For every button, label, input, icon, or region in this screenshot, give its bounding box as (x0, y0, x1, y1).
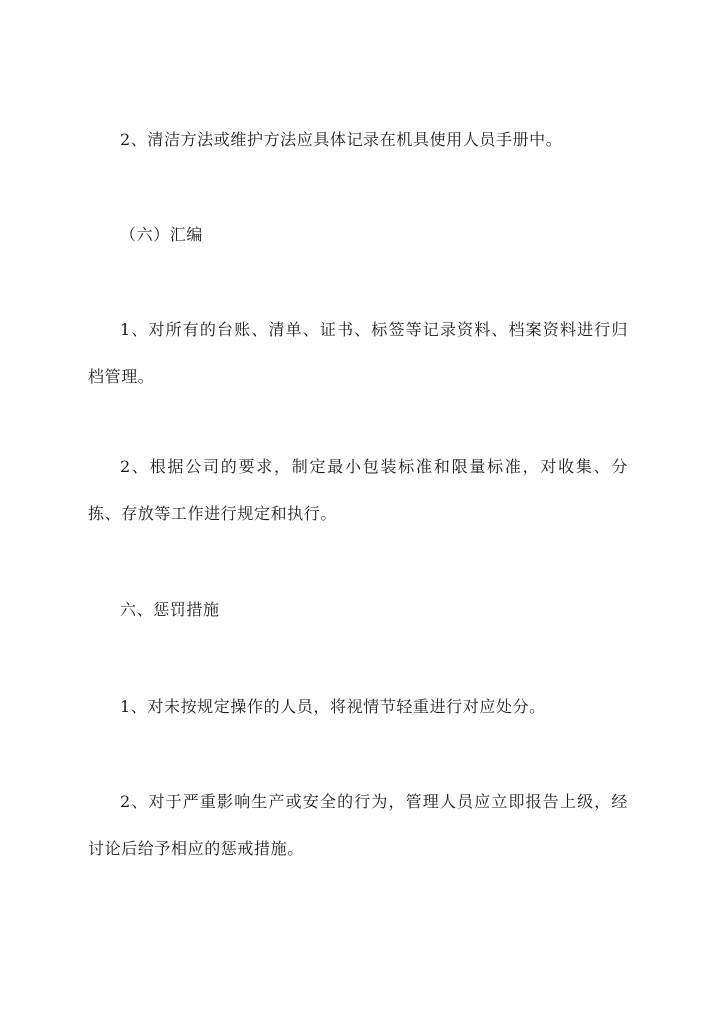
paragraph-cleaning-method: 2、清洁方法或维护方法应具体记录在机具使用人员手册中。 (120, 130, 563, 149)
section-heading-penalties: 六、惩罚措施 (120, 600, 220, 619)
paragraph-violation-handling: 1、对未按规定操作的人员，将视情节轻重进行对应处分。 (120, 697, 546, 716)
paragraph-serious-violations: 2、对于严重影响生产或安全的行为，管理人员应立即报告上级，经讨论后给予相应的惩戒措施。 (88, 792, 628, 858)
section-heading-compilation: （六）汇编 (120, 225, 204, 244)
paragraph-packaging-standards: 2、根据公司的要求，制定最小包装标准和限量标准，对收集、分拣、存放等工作进行规定和执行。 (88, 457, 628, 523)
paragraph-archive-management: 1、对所有的台账、清单、证书、标签等记录资料、档案资料进行归档管理。 (88, 320, 628, 386)
